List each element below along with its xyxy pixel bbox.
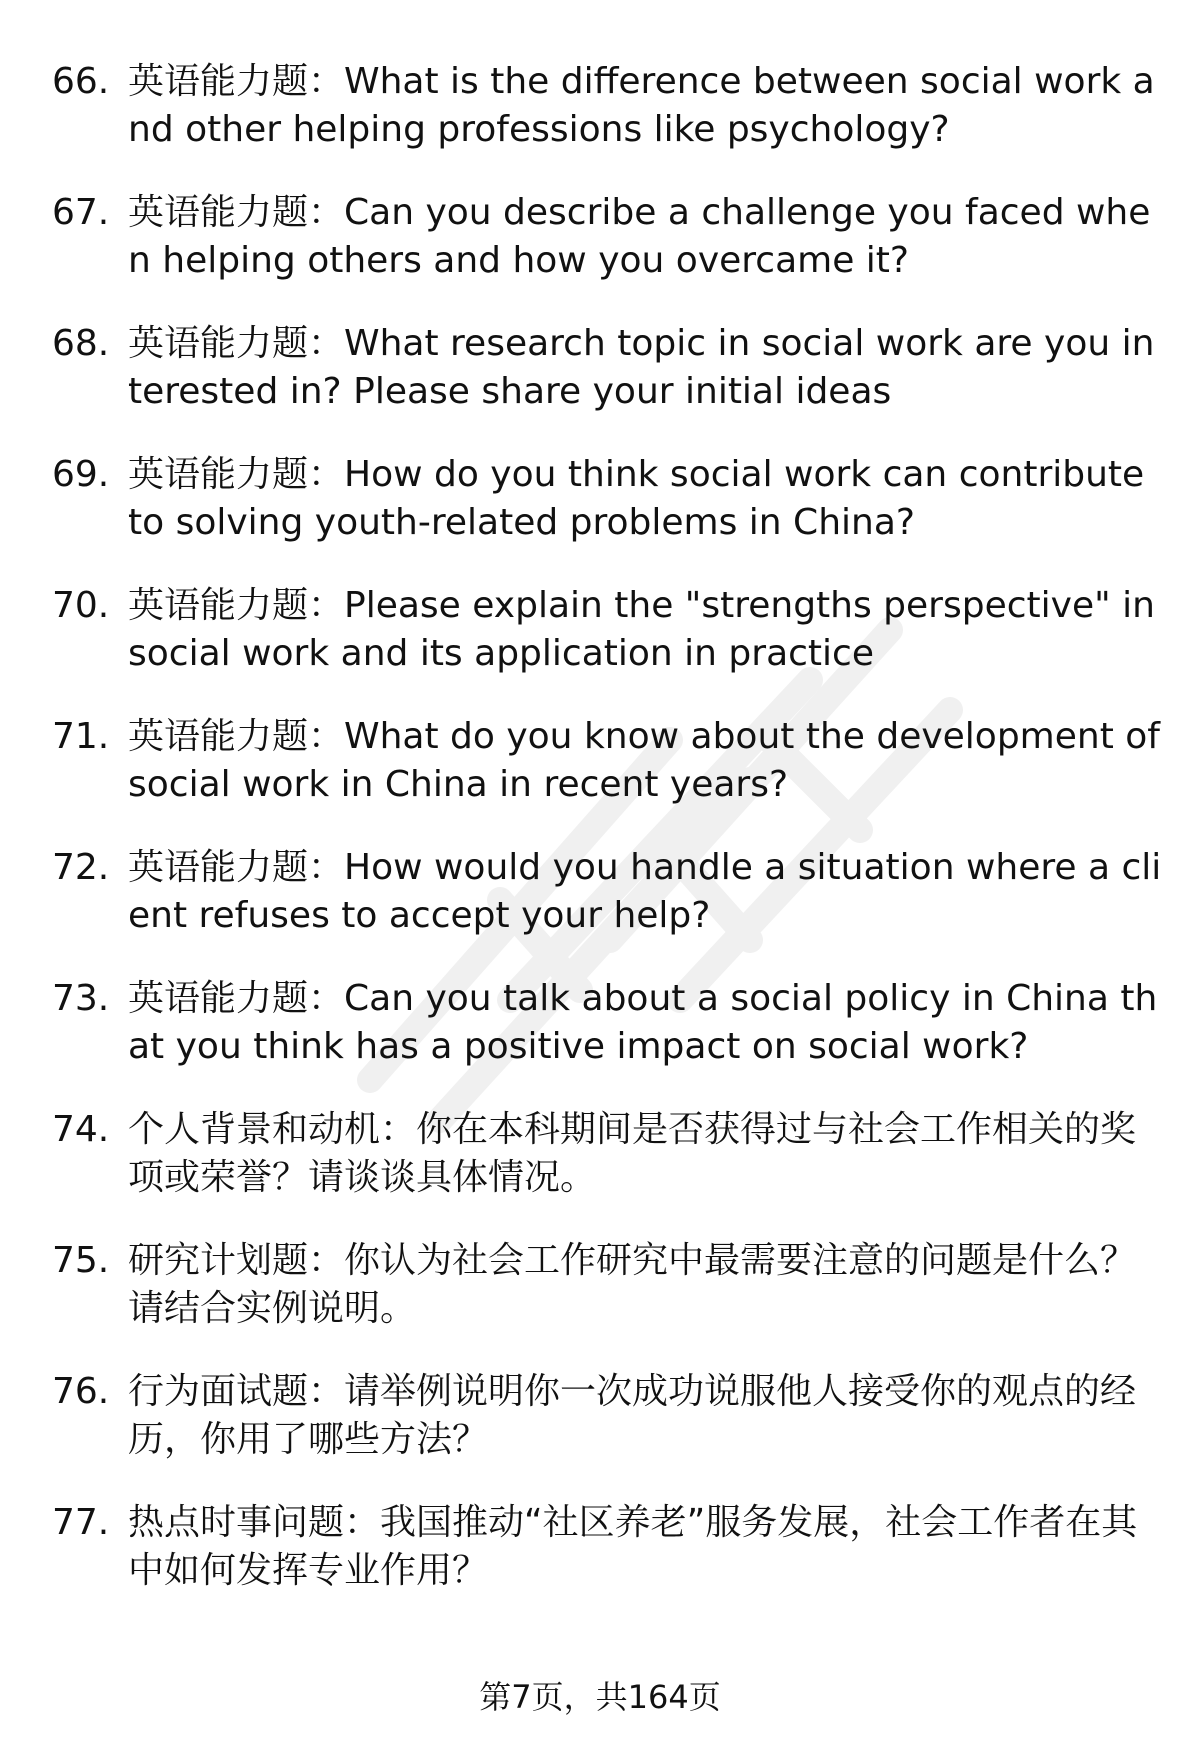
question-text: 个人背景和动机：你在本科期间是否获得过与社会工作相关的奖项或荣誉？请谈谈具体情况。 xyxy=(128,1109,1137,1198)
question-text: 英语能力题：What do you know about the development of social work in China in recent years? xyxy=(128,716,1160,805)
question-text: 热点时事问题：我国推动“社区养老”服务发展，社会工作者在其中如何发挥专业作用？ xyxy=(128,1502,1138,1591)
question-text: 英语能力题：How do you think social work can contribute to solving youth-related problems in China? xyxy=(128,454,1145,543)
question-text: 英语能力题：What is the difference between social work and other helping professions like psychology? xyxy=(128,61,1155,150)
question-number: 67. xyxy=(52,192,110,233)
question-number: 70. xyxy=(52,585,110,626)
question-list xyxy=(52,58,1162,1630)
question-item xyxy=(52,320,1162,451)
question-item xyxy=(52,1499,1162,1630)
question-item xyxy=(52,1368,1162,1499)
question-text: 英语能力题：How would you handle a situation where a client refuses to accept your help? xyxy=(128,847,1162,936)
question-number: 77. xyxy=(52,1502,110,1543)
question-number: 76. xyxy=(52,1371,110,1412)
question-number: 69. xyxy=(52,454,110,495)
question-text: 英语能力题：Can you talk about a social policy in China that you think has a positive impact on social work? xyxy=(128,978,1158,1067)
question-number: 75. xyxy=(52,1240,110,1281)
page-number-footer: 第7页，共164页 xyxy=(479,1678,721,1716)
question-item xyxy=(52,189,1162,320)
question-text: 英语能力题：Can you describe a challenge you faced when helping others and how you overcame it? xyxy=(128,192,1151,281)
question-item xyxy=(52,713,1162,844)
question-number: 66. xyxy=(52,61,110,102)
question-number: 72. xyxy=(52,847,110,888)
question-item xyxy=(52,1237,1162,1368)
question-item xyxy=(52,1106,1162,1237)
question-text: 英语能力题：Please explain the "strengths perspective" in social work and its application in practice xyxy=(128,585,1155,674)
question-text: 行为面试题：请举例说明你一次成功说服他人接受你的观点的经历，你用了哪些方法？ xyxy=(128,1371,1137,1460)
question-item xyxy=(52,451,1162,582)
question-number: 73. xyxy=(52,978,110,1019)
question-number: 68. xyxy=(52,323,110,364)
question-number: 74. xyxy=(52,1109,110,1150)
question-number: 71. xyxy=(52,716,110,757)
question-item xyxy=(52,58,1162,189)
question-item xyxy=(52,844,1162,975)
question-item xyxy=(52,975,1162,1106)
question-text: 研究计划题：你认为社会工作研究中最需要注意的问题是什么？请结合实例说明。 xyxy=(128,1240,1137,1329)
question-text: 英语能力题：What research topic in social work are you interested in? Please share your initial ideas xyxy=(128,323,1155,412)
question-item xyxy=(52,582,1162,713)
